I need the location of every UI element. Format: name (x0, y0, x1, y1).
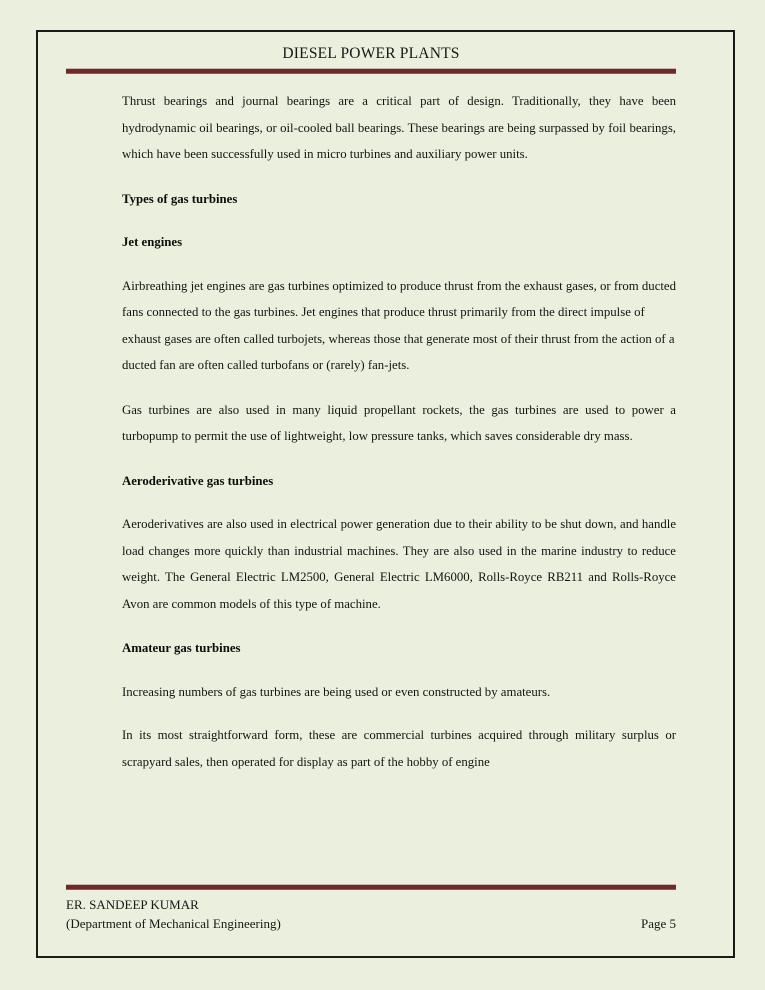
footer-row (66, 890, 676, 933)
heading-aeroderivative-gas-turbines: Aeroderivative gas turbines (122, 473, 274, 488)
paragraph-liquid-propellant-rockets: Gas turbines are also used in many liquid propellant rockets, the gas turbines are used to power a turbopump to permit the use of lightweight, low pressure tanks, which saves considerable dry mass. (122, 402, 676, 443)
footer-author: ER. SANDEEP KUMAR (66, 897, 199, 912)
paragraph-bearings: Thrust bearings and journal bearings are a critical part of design. Traditionally, they have been hydrodynamic oil bearings, or oil-cooled ball bearings. These bearings are being surpassed by foil bearings, which have been successfully used in micro turbines and auxiliary power units. (122, 94, 676, 161)
page-title: DIESEL POWER PLANTS (282, 45, 460, 62)
header-divider-rule (66, 68, 676, 74)
page-header (66, 44, 676, 74)
footer-author-block (66, 895, 281, 933)
paragraph-aeroderivatives: Aeroderivatives are also used in electrical power generation due to their ability to be shut down, and handle load changes more quickly than industrial machines. They are also used in the marine industry to reduce weight. The General Electric LM2500, General Electric LM6000, Rolls-Royce RB211 and Rolls-Royce Avon are common models of this type of machine. (122, 517, 676, 611)
page-number: Page 5 (640, 916, 676, 931)
paragraph-amateur-numbers: Increasing numbers of gas turbines are being used or even constructed by amateurs. (122, 684, 551, 699)
footer-department: (Department of Mechanical Engineering) (66, 916, 281, 931)
heading-jet-engines: Jet engines (122, 235, 183, 249)
document-body (122, 88, 676, 793)
heading-types-of-gas-turbines: Types of gas turbines (122, 191, 238, 206)
paragraph-surplus-turbines: In its most straightforward form, these are commercial turbines acquired through military surplus or scrapyard sales, then operated for display as part of the hobby of engine (122, 728, 676, 769)
heading-amateur-gas-turbines: Amateur gas turbines (122, 641, 241, 655)
paragraph-airbreathing-jet-engines: Airbreathing jet engines are gas turbines optimized to produce thrust from the exhaust gases, or from ducted fans connected to the gas turbines. Jet engines that produce thrust primarily from the direct impulse of exhaust gases are often called turbojets, whereas those that generate most of their thrust from the action of a ducted fan are often called turbofans or (rarely) fan-jets. (122, 278, 677, 372)
page-footer (66, 884, 676, 933)
